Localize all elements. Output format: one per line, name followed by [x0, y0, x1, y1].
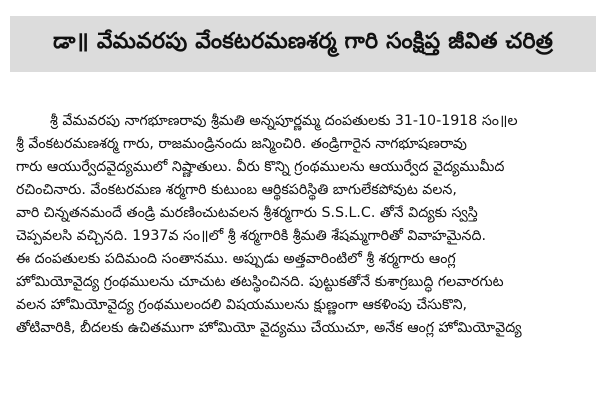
paragraph-line: తోటివారికి, బీదలకు ఉచితముగా హోమియో వైద్యము చేయుచూ, అనేక ఆంగ్ల హోమియోవైద్య: [16, 320, 522, 336]
paragraph-line: వలన హోమియోవైద్య గ్రంథములందలి విషయములను క్షుణ్ణంగా ఆకళింపు చేసుకొని,: [16, 297, 468, 313]
paragraph-line: వారి చిన్నతనమందే తండ్రి మరణించుటవలన శ్రీశర్మగారు S.S.L.C. తోనే విద్యకు స్వస్తి: [16, 205, 478, 221]
paragraph-line: ఈ దంపతులకు పదిమంది సంతానము. అప్పుడు అత్తవారింటిలో శ్రీ శర్మగారు ఆంగ్ల: [16, 251, 456, 267]
paragraph-line: గారు ఆయుర్వేదవైద్యములో నిష్ణాతులు. వీరు కొన్ని గ్రంథములను ఆయుర్వేద వైద్యముమీద: [16, 159, 505, 175]
paragraph-line: చెప్పవలసి వచ్చినది. 1937వ సం॥లో శ్రీ శర్మగారికి శ్రీమతి శేషమ్మగారితో వివాహమైనది.: [16, 228, 486, 244]
paragraph-line: రచించినారు. వేంకటరమణ శర్మగారి కుటుంబ ఆర్థికపరిస్థితి బాగులేకపోవుట వలన,: [16, 182, 457, 198]
paragraph-line: హోమియోవైద్య గ్రంథములను చూచుట తటస్థించినది. పుట్టుకతోనే కుశాగ్రబుద్ధి గలవారగుట: [16, 274, 504, 290]
paragraph-line: శ్రీ వేంకటరమణశర్మ గారు, రాజమండ్రినందు జన్మించిరి. తండ్రిగారైన నాగభూషణరావు: [16, 136, 467, 152]
biography-paragraph: [16, 110, 600, 340]
paragraph-line: శ్రీ వేమవరపు నాగభూణరావు శ్రీమతి అన్నపూర్ణమ్మ దంపతులకు 31-10-1918 సం॥ల: [50, 113, 518, 129]
document-title: డా॥ వేమవరపు వేంకటరమణశర్మ గారి సంక్షిప్త జీవిత చరిత్ర: [52, 29, 554, 54]
title-banner: [10, 16, 596, 72]
